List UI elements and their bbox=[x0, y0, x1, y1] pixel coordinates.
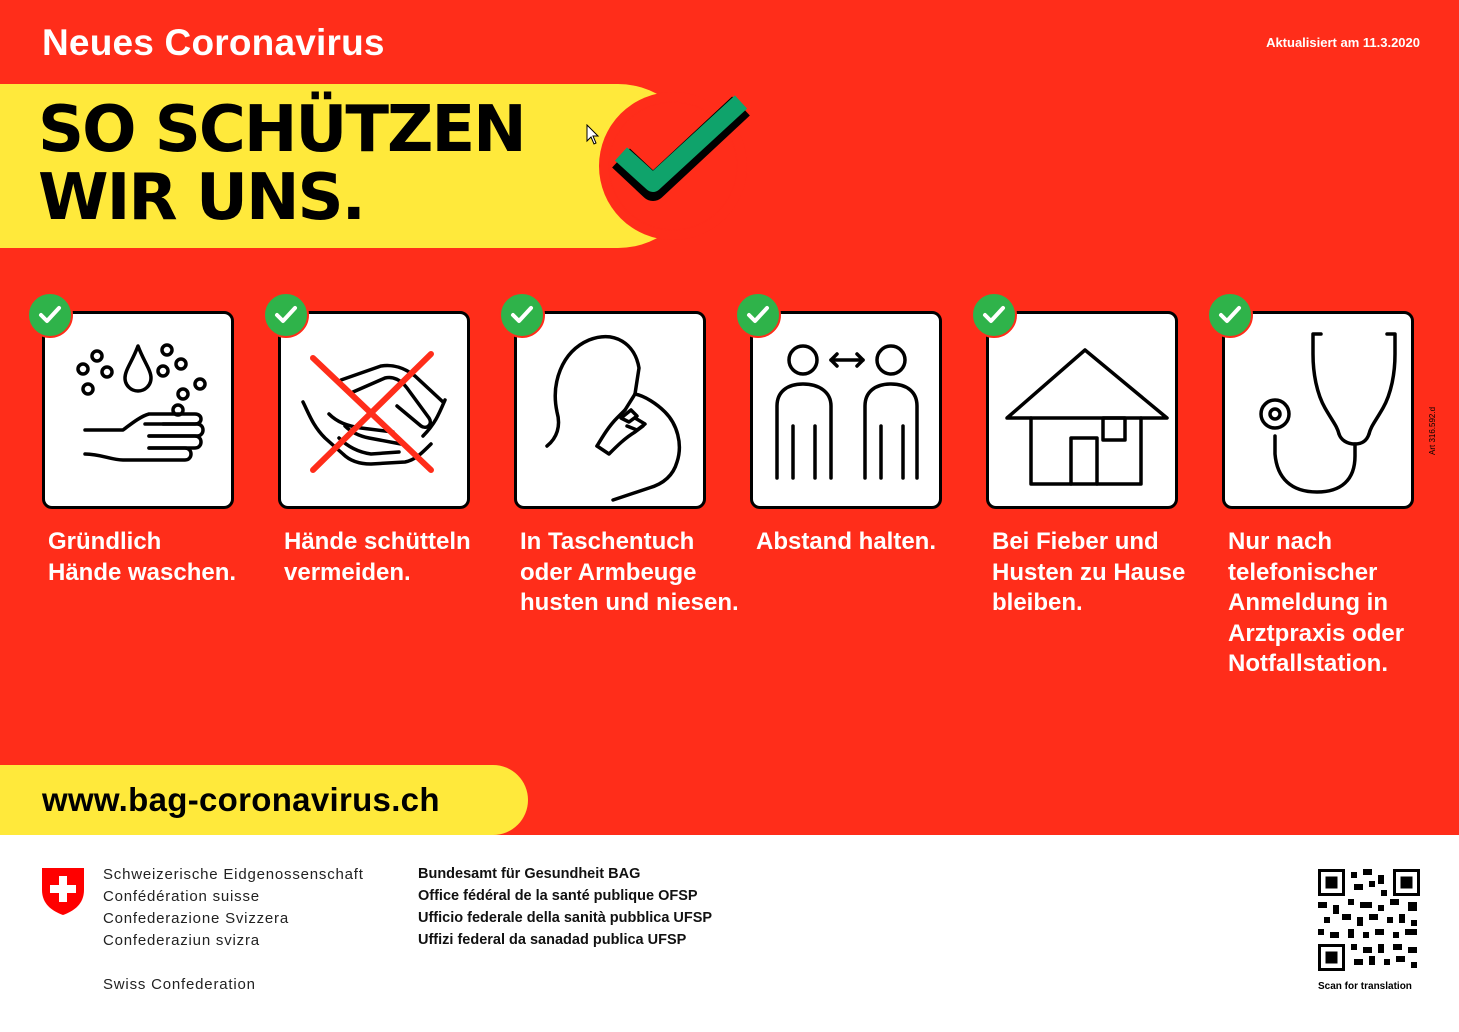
check-badge-icon bbox=[971, 292, 1017, 338]
check-badge-icon bbox=[27, 292, 73, 338]
swiss-confederation: Swiss Confederation bbox=[103, 976, 256, 993]
office-rm: Uffizi federal da sanadad publica UFSP bbox=[418, 932, 687, 948]
office-it: Ufficio federale della sanità pubblica UFSP bbox=[418, 910, 713, 926]
measure-card-6 bbox=[1222, 311, 1414, 509]
caption-line: Nur nach bbox=[1228, 528, 1333, 555]
confederation-fr: Confédération suisse bbox=[103, 888, 260, 905]
website-link[interactable]: www.bag-coronavirus.ch bbox=[42, 781, 440, 818]
keep-distance-icon bbox=[753, 314, 939, 506]
caption-line: Hände schütteln bbox=[284, 528, 471, 555]
caption-doctor bbox=[1228, 527, 1458, 680]
update-date: Aktualisiert am 11.3.2020 bbox=[1266, 35, 1420, 50]
confederation-de: Schweizerische Eidgenossenschaft bbox=[103, 866, 364, 883]
checkmark-circle-icon bbox=[591, 88, 761, 248]
qr-code-icon[interactable] bbox=[1318, 869, 1420, 971]
page-title: Neues Coronavirus bbox=[42, 22, 385, 63]
caption-stay-home bbox=[992, 527, 1222, 619]
stethoscope-icon bbox=[1225, 314, 1411, 506]
caption-line: telefonischer bbox=[1228, 558, 1378, 586]
office-fr: Office fédéral de la santé publique OFSP bbox=[418, 888, 698, 904]
headline bbox=[38, 93, 525, 235]
office-de: Bundesamt für Gesundheit BAG bbox=[418, 866, 641, 882]
confederation-rm: Confederaziun svizra bbox=[103, 932, 260, 949]
caption-distance bbox=[756, 527, 986, 558]
caption-line: Notfallstation. bbox=[1228, 650, 1388, 677]
caption-line: Gründlich bbox=[48, 528, 162, 555]
scan-label: Scan for translation bbox=[1318, 981, 1412, 992]
hand-washing-icon bbox=[45, 314, 231, 506]
stay-home-icon bbox=[989, 314, 1175, 506]
check-badge-icon bbox=[735, 292, 781, 338]
caption-line: Bei Fieber und bbox=[992, 528, 1159, 555]
mouse-cursor-icon bbox=[586, 124, 600, 146]
measure-card-3 bbox=[514, 311, 706, 509]
caption-cough bbox=[520, 527, 750, 619]
caption-line: oder Armbeuge bbox=[520, 558, 697, 586]
caption-line: In Taschentuch bbox=[520, 528, 695, 555]
measure-card-5 bbox=[986, 311, 1178, 509]
caption-line: Anmeldung in bbox=[1228, 589, 1388, 616]
caption-line: vermeiden. bbox=[284, 558, 411, 586]
measure-card-4 bbox=[750, 311, 942, 509]
check-badge-icon bbox=[1207, 292, 1253, 338]
caption-line: Arztpraxis oder bbox=[1228, 619, 1405, 647]
caption-line: Abstand halten. bbox=[756, 528, 937, 555]
confederation-it: Confederazione Svizzera bbox=[103, 910, 289, 927]
measure-card-2 bbox=[278, 311, 470, 509]
no-handshake-icon bbox=[281, 314, 467, 506]
swiss-coat-of-arms-icon bbox=[40, 866, 86, 916]
cough-into-elbow-icon bbox=[517, 314, 703, 506]
check-badge-icon bbox=[263, 292, 309, 338]
caption-hand-washing bbox=[48, 527, 278, 588]
article-number: Art 316.592.d bbox=[1428, 406, 1437, 455]
caption-line: Hände waschen. bbox=[48, 558, 237, 586]
caption-line: husten und niesen. bbox=[520, 589, 739, 616]
check-badge-icon bbox=[499, 292, 545, 338]
caption-line: bleiben. bbox=[992, 589, 1083, 616]
measure-card-1 bbox=[42, 311, 234, 509]
headline-line-2: WIR UNS. bbox=[38, 161, 364, 235]
caption-line: Husten zu Hause bbox=[992, 558, 1186, 586]
headline-line-1: SO SCHÜTZEN bbox=[38, 93, 525, 167]
caption-no-handshake bbox=[284, 527, 514, 588]
